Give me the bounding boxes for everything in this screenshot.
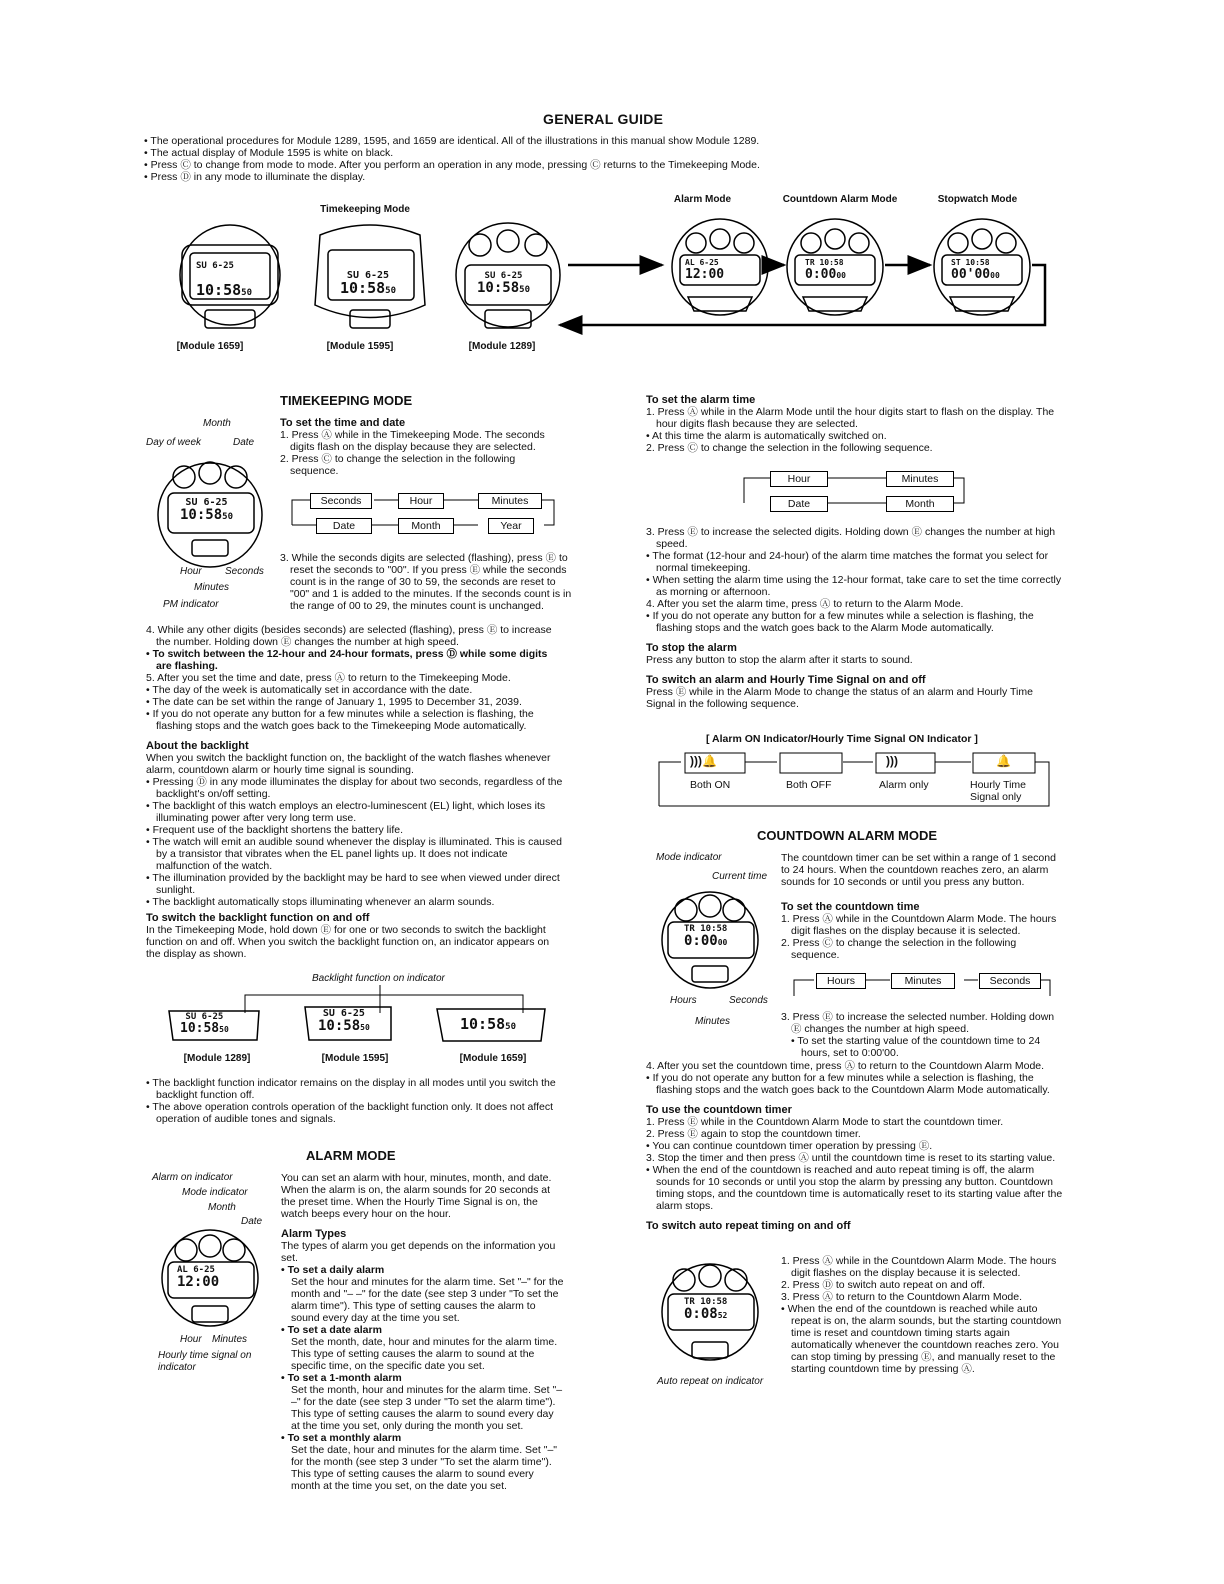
alarm-type-title: • To set a monthly alarm <box>281 1432 564 1444</box>
alarm-type-title: • To set a date alarm <box>281 1324 564 1336</box>
list-item: • Press Ⓓ in any mode to illuminate the display. <box>144 171 904 183</box>
label-month: Month <box>203 418 231 429</box>
set-time-date-title: To set the time and date <box>280 417 406 429</box>
backlight-lcd-1659: 10:5850 <box>460 1015 516 1033</box>
backlight-lcd-1289: SU 6-25 10:5850 <box>180 1012 229 1036</box>
step: 2. Press Ⓒ to change the selection in the following sequence. <box>280 453 516 477</box>
flow-minutes: Minutes <box>478 493 542 509</box>
flow-date: Date <box>316 518 372 534</box>
switch-backlight-text: In the Timekeeping Mode, hold down Ⓔ for one or two seconds to switch the backlight function on and off. When you switch the backlight function on, an indicator appears on the display as shown. <box>146 924 550 960</box>
step: 1. Press Ⓐ while in the Alarm Mode until the hour digits start to flash on the display. The hour digits flash because they are selected. <box>646 406 1055 430</box>
set-countdown-block <box>781 901 1064 961</box>
list-item: • When setting the alarm time using the 12-hour format, take care to set the time correctly as morning or afternoon. <box>646 574 1064 598</box>
list-item: • Frequent use of the backlight shortens the battery life. <box>146 824 564 836</box>
backlight-lcd-1595: SU 6-25 10:5850 <box>318 1008 370 1034</box>
step: 1. Press Ⓐ while in the Timekeeping Mode. The seconds digits flash on the display because they are selected. <box>280 429 545 453</box>
label-seconds: Seconds <box>729 995 768 1006</box>
list-item: • The actual display of Module 1595 is white on black. <box>144 147 904 159</box>
label-mode-indicator: Mode indicator <box>182 1187 248 1198</box>
alarm-time-rest <box>646 526 1064 710</box>
indicator-title: [ Alarm ON Indicator/Hourly Time Signal ON Indicator ] <box>706 733 978 745</box>
list-item: • Press Ⓒ to change from mode to mode. After you perform an operation in any mode, pressing Ⓒ returns to the Timekeeping Mode. <box>144 159 904 171</box>
auto-repeat-title: To switch auto repeat timing on and off <box>646 1220 851 1232</box>
step: 2. Press Ⓔ again to stop the countdown timer. <box>646 1128 861 1140</box>
stopwatch-mode-label: Stopwatch Mode <box>937 194 1018 205</box>
label-hours: Hours <box>670 995 697 1006</box>
step: 2. Press Ⓒ to change the selection in the following sequence. <box>781 937 1017 961</box>
step: 3. Press Ⓔ to increase the selected digits. Holding down Ⓔ changes the number at high speed. <box>646 526 1056 550</box>
module-1659-label: [Module 1659] <box>176 341 244 352</box>
label-current-time: Current time <box>712 871 768 882</box>
state-both-on: Both ON <box>690 779 731 791</box>
auto-repeat-label: Auto repeat on indicator <box>657 1376 764 1387</box>
step: 3. Press Ⓐ to return to the Countdown Alarm Mode. <box>781 1291 1023 1303</box>
flow-month: Month <box>398 518 454 534</box>
countdown-intro: The countdown timer can be set within a range of 1 second to 24 hours. When the countdown reaches zero, an alarm sounds for 10 seconds or until you press any button. <box>781 852 1056 888</box>
switch-backlight-title: To switch the backlight function on and off <box>146 912 370 924</box>
stop-alarm-title: To stop the alarm <box>646 642 737 654</box>
step: 1. Press Ⓐ while in the Countdown Alarm Mode. The hours digit flashes on the display because it is selected. <box>781 913 1057 937</box>
step: 2. Press Ⓓ to switch auto repeat on and off. <box>781 1279 986 1291</box>
alarm-type-title: • To set a 1-month alarm <box>281 1372 564 1384</box>
label-pm-indicator: PM indicator <box>163 599 219 610</box>
list-item: • When the end of the countdown is reached while auto repeat is on, the alarm sounds, but the starting countdown time is reset and countdown timing starts again automatically whenever the countdown reaches zero. You can stop timing by pressing Ⓔ, and manually reset to the starting countdown time by pressing Ⓐ. <box>781 1303 1064 1375</box>
indicator-alarm-only-icon: ))) <box>886 754 898 768</box>
lcd-stopwatch: ST 10:58 00'0000 <box>951 258 1000 282</box>
switch-alarm-text: Press Ⓔ while in the Alarm Mode to change the status of an alarm and Hourly Time Signal in the following sequence. <box>646 686 1033 710</box>
step: 4. After you set the alarm time, press Ⓐ to return to the Alarm Mode. <box>646 598 964 610</box>
alarm-mode-label: Alarm Mode <box>673 194 732 205</box>
alarm-body <box>281 1172 564 1492</box>
countdown-rest <box>646 1060 1064 1232</box>
alarm-type-text: Set the month, date, hour and minutes for the alarm time. This type of setting causes the alarm to sound at the specific time, on the specific date you set. <box>291 1336 558 1372</box>
timekeeping-rest <box>146 624 564 960</box>
label-minutes: Minutes <box>212 1334 248 1345</box>
step: 2. Press Ⓒ to change the selection in the following sequence. <box>646 442 933 454</box>
indicator-both-on-icon: )))🔔 <box>690 754 717 768</box>
list-item: • If you do not operate any button for a few minutes while a selection is flashing, the flashing stops and the watch goes back to the Countdown Alarm Mode automatically. <box>646 1072 1064 1096</box>
countdown-lcd: TR 10:58 0:0000 <box>684 924 728 949</box>
backlight-intro: When you switch the backlight function on, the backlight of the watch flashes whenever alarm, countdown alarm or hourly time signal is sounding. <box>146 752 551 776</box>
alarm-time-block <box>646 394 1064 454</box>
label-minutes: Minutes <box>194 582 230 593</box>
backlight-module-1595: [Module 1595] <box>321 1053 389 1064</box>
module-1595-label: [Module 1595] <box>326 341 394 352</box>
step: 1. Press Ⓔ while in the Countdown Alarm Mode to start the countdown timer. <box>646 1116 1004 1128</box>
lcd-1659: SU 6-25 10:5850 <box>196 261 252 299</box>
timekeeping-mode-label: Timekeeping Mode <box>320 204 410 215</box>
module-1289-label: [Module 1289] <box>468 341 536 352</box>
list-item: • The day of the week is automatically set in accordance with the date. <box>146 684 564 696</box>
lcd-1595: SU 6-25 10:5850 <box>340 270 396 297</box>
set-alarm-time-title: To set the alarm time <box>646 394 756 406</box>
backlight-after <box>146 1077 564 1125</box>
countdown-mode-label: Countdown Alarm Mode <box>782 194 898 205</box>
general-guide-illustration <box>140 215 1060 335</box>
timekeeping-lcd: SU 6-25 10:5850 <box>180 497 233 523</box>
timekeeping-title: TIMEKEEPING MODE <box>280 393 413 408</box>
backlight-module-1289: [Module 1289] <box>183 1053 251 1064</box>
alarm-type-text: Set the date, hour and minutes for the alarm time. Set "–" for the month (see step 3 under "To set the alarm time"). This type of setting causes the alarm to sound every month at the time you set, on the date you set. <box>291 1444 558 1492</box>
flow-month: Month <box>886 496 954 512</box>
list-item: • The format (12-hour and 24-hour) of the alarm time matches the format you select for normal timekeeping. <box>646 550 1064 574</box>
flow-hour: Hour <box>770 471 828 487</box>
list-item: • When the end of the countdown is reached and auto repeat timing is off, the alarm sounds for 10 seconds or until you stop the alarm by pressing any button. Countdown timing stops, and the countdown time is automatically reset to its starting value after the alarm stops. <box>646 1164 1064 1212</box>
alarm-lcd: AL 6-25 12:00 <box>177 1265 220 1290</box>
step: 1. Press Ⓐ while in the Countdown Alarm Mode. The hours digit flashes on the display because it is selected. <box>781 1255 1057 1279</box>
label-hour: Hour <box>180 566 202 577</box>
lcd-alarm: AL 6-25 12:00 <box>685 258 725 282</box>
flow-minutes: Minutes <box>891 973 955 989</box>
step: 3. Stop the timer and then press Ⓐ until the countdown time is reset to its starting value. <box>646 1152 1056 1164</box>
backlight-title: About the backlight <box>146 740 249 752</box>
alarm-intro: You can set an alarm with hour, minutes, month, and date. When the alarm is on, the alarm sounds for 20 seconds at the preset time. When the Hourly Time Signal is on, the watch beeps every hour on the hour. <box>281 1172 552 1220</box>
list-item: • The backlight of this watch employs an electro-luminescent (EL) light, which loses its illuminating power after very long term use. <box>146 800 564 824</box>
lcd-countdown: TR 10:58 0:0000 <box>805 258 846 282</box>
indicator-hourly-icon: 🔔 <box>996 754 1011 768</box>
label-seconds: Seconds <box>225 566 264 577</box>
list-item: • The watch will emit an audible sound whenever the display is illuminated. This is caused by a transistor that vibrates when the EL panel lights up. It does not indicate malfunction of the watch. <box>146 836 564 872</box>
list-item: • If you do not operate any button for a few minutes while a selection is flashing, the flashing stops and the watch goes back to the Alarm Mode automatically. <box>646 610 1064 634</box>
step: 3. While the seconds digits are selected (flashing), press Ⓔ to reset the seconds to "00". If you press Ⓔ while the seconds count is in the range of 30 to 59, the seconds are reset to "00" and 1 is added to the minutes. If the seconds count is in the range of 00 to 29, the minutes count is unchanged. <box>280 552 572 612</box>
label-minutes: Minutes <box>695 1016 731 1027</box>
flow-hours: Hours <box>816 973 866 989</box>
state-both-off: Both OFF <box>786 779 832 791</box>
flow-hour: Hour <box>398 493 444 509</box>
set-countdown-title: To set the countdown time <box>781 901 920 913</box>
flow-minutes: Minutes <box>886 471 954 487</box>
lcd-1289: SU 6-25 10:5850 <box>477 271 530 296</box>
alarm-title: ALARM MODE <box>306 1148 396 1163</box>
flow-date: Date <box>770 496 828 512</box>
label-day-of-week: Day of week <box>146 437 202 448</box>
list-item: • To set the starting value of the countdown time to 24 hours, set to 0:00'00. <box>781 1035 1064 1059</box>
general-guide-title: GENERAL GUIDE <box>543 111 664 127</box>
list-item: • The backlight automatically stops illuminating whenever an alarm sounds. <box>146 896 564 908</box>
countdown-title: COUNTDOWN ALARM MODE <box>757 828 938 843</box>
state-alarm-only: Alarm only <box>879 779 929 791</box>
list-item: • Pressing Ⓓ in any mode illuminates the display for about two seconds, regardless of the backlight's on/off setting. <box>146 776 564 800</box>
alarm-type-title: • To set a daily alarm <box>281 1264 564 1276</box>
auto-repeat-lcd: TR 10:58 0:0852 <box>684 1297 728 1322</box>
backlight-module-1659: [Module 1659] <box>459 1053 527 1064</box>
label-hourly-signal: Hourly time signal on indicator <box>158 1350 252 1373</box>
step: 3. Press Ⓔ to increase the selected number. Holding down Ⓔ changes the number at high speed. <box>781 1011 1055 1035</box>
label-date: Date <box>233 437 255 448</box>
stop-alarm-text: Press any button to stop the alarm after it starts to sound. <box>646 654 913 666</box>
list-item: • You can continue countdown timer operation by pressing Ⓔ. <box>646 1140 1064 1152</box>
list-item: • The operational procedures for Module 1289, 1595, and 1659 are identical. All of the illustrations in this manual show Module 1289. <box>144 135 904 147</box>
list-item: • The date can be set within the range of January 1, 1995 to December 31, 2039. <box>146 696 564 708</box>
label-hour: Hour <box>180 1334 202 1345</box>
list-item: • The backlight function indicator remains on the display in all modes until you switch the backlight function off. <box>146 1077 564 1101</box>
set-time-date-block <box>280 417 563 477</box>
flow-seconds: Seconds <box>310 493 372 509</box>
alarm-type-text: Set the month, hour and minutes for the alarm time. Set "– –" for the date (see step 3 under "To set the alarm time"). This type of setting causes the alarm to sound every day at the time you set, only during the month you set. <box>291 1384 563 1432</box>
label-month: Month <box>208 1202 236 1213</box>
switch-alarm-title: To switch an alarm and Hourly Time Signal on and off <box>646 674 926 686</box>
bold-bullet: • To switch between the 12-hour and 24-hour formats, press Ⓓ while some digits are flashing. <box>146 648 564 672</box>
flow-year: Year <box>488 518 534 534</box>
countdown-step3-block <box>781 1011 1064 1059</box>
step: 4. After you set the countdown time, press Ⓐ to return to the Countdown Alarm Mode. <box>646 1060 1045 1072</box>
step: 4. While any other digits (besides seconds) are selected (flashing), press Ⓔ to increase the number. Holding down Ⓔ changes the number at high speed. <box>146 624 552 648</box>
backlight-indicator-label: Backlight function on indicator <box>312 973 445 984</box>
list-item: • At this time the alarm is automatically switched on. <box>646 430 1064 442</box>
list-item: • The above operation controls operation of the backlight function only. It does not affect operation of audible tones and signals. <box>146 1101 564 1125</box>
label-date: Date <box>241 1216 263 1227</box>
state-hourly-only: Hourly Time Signal only <box>970 779 1027 803</box>
alarm-types-title: Alarm Types <box>281 1228 347 1240</box>
list-item: • If you do not operate any button for a few minutes while a selection is flashing, the flashing stops and the watch goes back to the Timekeeping Mode automatically. <box>146 708 564 732</box>
label-alarm-on: Alarm on indicator <box>152 1172 233 1183</box>
use-countdown-title: To use the countdown timer <box>646 1104 792 1116</box>
step: 5. After you set the time and date, press Ⓐ to return to the Timekeeping Mode. <box>146 672 511 684</box>
general-guide-bullets <box>144 135 904 183</box>
auto-repeat-steps <box>781 1255 1064 1375</box>
alarm-type-text: Set the hour and minutes for the alarm time. Set "–" for the month and "– –" for the date (see step 3 under "To set the alarm time"). This type of setting causes the alarm to sound every day at the time you set. <box>291 1276 564 1324</box>
alarm-types-intro: The types of alarm you get depends on the information you set. <box>281 1240 556 1264</box>
list-item: • The illumination provided by the backlight may be hard to see when viewed under direct sunlight. <box>146 872 564 896</box>
label-mode-indicator: Mode indicator <box>656 852 722 863</box>
flow-seconds: Seconds <box>979 973 1041 989</box>
